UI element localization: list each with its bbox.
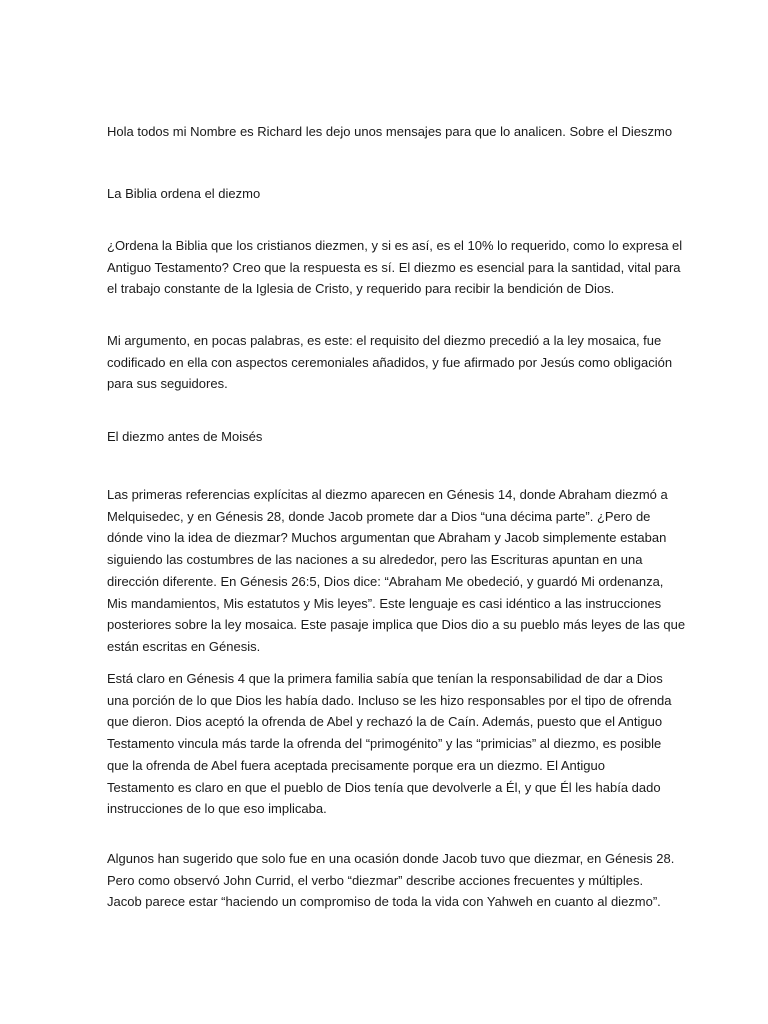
- text-line: Melquisedec, y en Génesis 28, donde Jacob promete dar a Dios “una décima parte”. ¿Pero de: [107, 508, 651, 524]
- text-line: Las primeras referencias explícitas al diezmo aparecen en Génesis 14, donde Abraham diezmó a: [107, 487, 668, 502]
- text-line: dirección diferente. En Génesis 26:5, Dios dice: “Abraham Me obedeció, y guardó Mi ordenanza,: [107, 573, 664, 589]
- text-line: Antiguo Testamento? Creo que la respuesta es sí. El diezmo es esencial para la santidad, vital para: [107, 259, 681, 275]
- text-line: posteriores sobre la ley mosaica. Este pasaje implica que Dios dio a su pueblo más leyes de las que: [107, 617, 686, 633]
- text-line: Hola todos mi Nombre es Richard les dejo unos mensajes para que lo analicen. Sobre el Dieszmo: [107, 124, 673, 139]
- text-line: dónde vino la idea de diezmar? Muchos argumentan que Abraham y Jacob simplemente estaban: [107, 530, 667, 546]
- text-line: Jacob parece estar “haciendo un compromiso de toda la vida con Yahweh en cuanto al diezmo”.: [107, 894, 661, 910]
- text-line: siguiendo las costumbres de las naciones a su alrededor, pero las Escrituras apuntan en una: [107, 552, 643, 568]
- text-line: Mis mandamientos, Mis estatutos y Mis leyes”. Este lenguaje es casi idéntico a las instrucciones: [107, 595, 662, 611]
- section-heading: [107, 426, 667, 448]
- body-paragraph: [107, 330, 673, 395]
- text-line: el trabajo constante de la Iglesia de Cristo, y requerido para recibir la bendición de Dios.: [107, 281, 615, 297]
- text-line: que dieron. Dios aceptó la ofrenda de Abel y rechazó la de Caín. Además, puesto que el Antiguo: [107, 714, 663, 730]
- section-heading: [107, 183, 667, 205]
- text-line: Algunos han sugerido que solo fue en una ocasión donde Jacob tuvo que diezmar, en Génesis 28.: [107, 851, 675, 866]
- text-line: una porción de lo que Dios les había dado. Incluso se les hizo responsables por el tipo de ofrenda: [107, 692, 672, 708]
- text-line: Testamento es claro en que el pueblo de Dios tenía que devolverle a Él, y que Él les había dado: [107, 779, 661, 795]
- body-paragraph: [107, 668, 672, 820]
- text-line: codificado en ella con aspectos ceremoniales añadidos, y fue afirmado por Jesús como obligación: [107, 354, 673, 370]
- body-paragraph: [107, 235, 683, 300]
- body-paragraph: [107, 848, 675, 913]
- text-line: Pero como observó John Currid, el verbo “diezmar” describe acciones frecuentes y múltiples.: [107, 872, 644, 888]
- text-line: para sus seguidores.: [107, 376, 228, 392]
- text-line: están escritas en Génesis.: [107, 638, 261, 654]
- text-line: Está claro en Génesis 4 que la primera familia sabía que tenían la responsabilidad de dar a Dios: [107, 671, 663, 686]
- text-line: Testamento vincula más tarde la ofrenda del “primogénito” y las “primicias” al diezmo, es posible: [107, 736, 662, 752]
- text-line: ¿Ordena la Biblia que los cristianos diezmen, y si es así, es el 10% lo requerido, como lo expresa el: [107, 238, 683, 253]
- intro-paragraph: [107, 121, 673, 143]
- text-line: La Biblia ordena el diezmo: [107, 186, 261, 201]
- text-line: que la ofrenda de Abel fuera aceptada precisamente porque era un diezmo. El Antiguo: [107, 757, 605, 773]
- text-line: instrucciones de lo que eso implicaba.: [107, 801, 327, 817]
- body-paragraph: [107, 484, 686, 658]
- text-line: Mi argumento, en pocas palabras, es este: el requisito del diezmo precedió a la ley mosaica, fue: [107, 333, 662, 348]
- text-line: El diezmo antes de Moisés: [107, 429, 263, 444]
